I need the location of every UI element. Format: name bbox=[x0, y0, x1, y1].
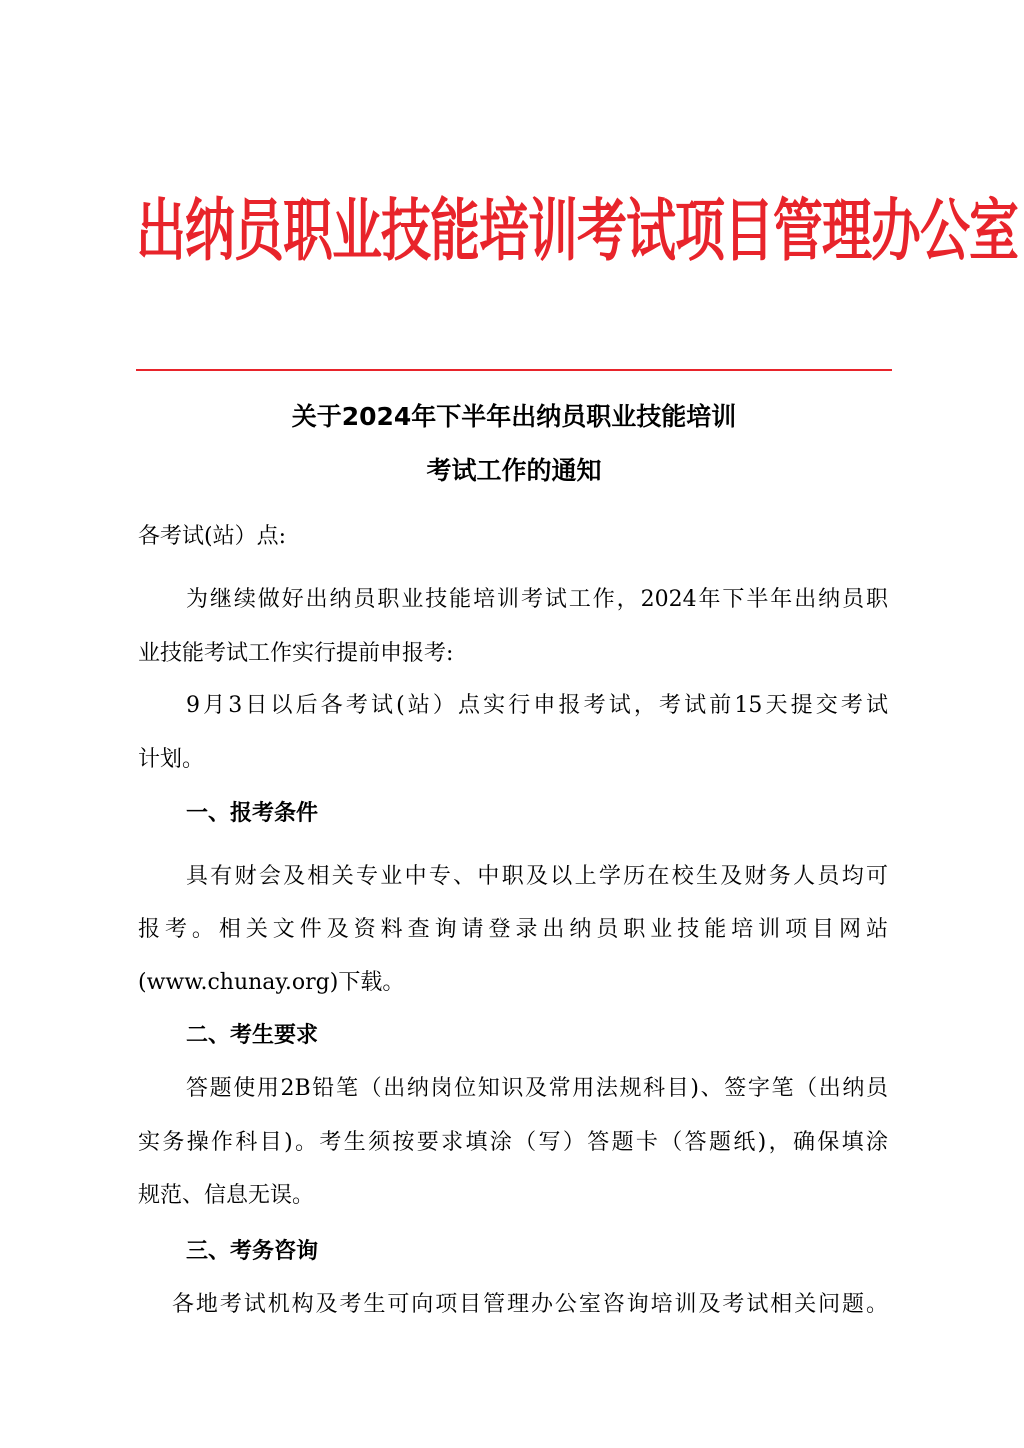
paragraph-1-line-2: 业技能考试工作实行提前申报考: bbox=[138, 641, 454, 666]
section-3-line-1: 各地考试机构及考生可向项目管理办公室咨询培训及考试相关问题。 bbox=[172, 1292, 888, 1317]
notice-title-line-2: 考试工作的通知 bbox=[426, 456, 602, 485]
section-2-line-3: 规范、信息无误。 bbox=[138, 1183, 315, 1208]
section-3-heading: 三、考务咨询 bbox=[186, 1238, 319, 1264]
paragraph-2-line-1: 9月3日以后各考试(站）点实行申报考试，考试前15天提交考试 bbox=[186, 693, 888, 718]
salutation: 各考试(站）点: bbox=[138, 524, 286, 549]
section-2-heading: 二、考生要求 bbox=[186, 1022, 319, 1048]
section-1-line-3: (www.chunay.org)下载。 bbox=[138, 970, 405, 995]
header-divider bbox=[136, 369, 892, 371]
paragraph-1-line-1: 为继续做好出纳员职业技能培训考试工作，2024年下半年出纳员职 bbox=[186, 587, 888, 612]
section-2-line-2: 实务操作科目)。考生须按要求填涂（写）答题卡（答题纸)，确保填涂 bbox=[138, 1130, 888, 1155]
notice-title-line-1: 关于2024年下半年出纳员职业技能培训 bbox=[291, 402, 737, 431]
section-1-heading: 一、报考条件 bbox=[186, 800, 319, 826]
paragraph-2-line-2: 计划。 bbox=[138, 747, 205, 772]
organization-header: 出纳员职业技能培训考试项目管理办公室 bbox=[136, 191, 1018, 271]
section-2-line-1: 答题使用2B铅笔（出纳岗位知识及常用法规科目)、签字笔（出纳员 bbox=[186, 1076, 888, 1101]
section-1-line-1: 具有财会及相关专业中专、中职及以上学历在校生及财务人员均可 bbox=[186, 864, 888, 889]
section-1-line-2: 报考。相关文件及资料查询请登录出纳员职业技能培训项目网站 bbox=[138, 917, 888, 942]
